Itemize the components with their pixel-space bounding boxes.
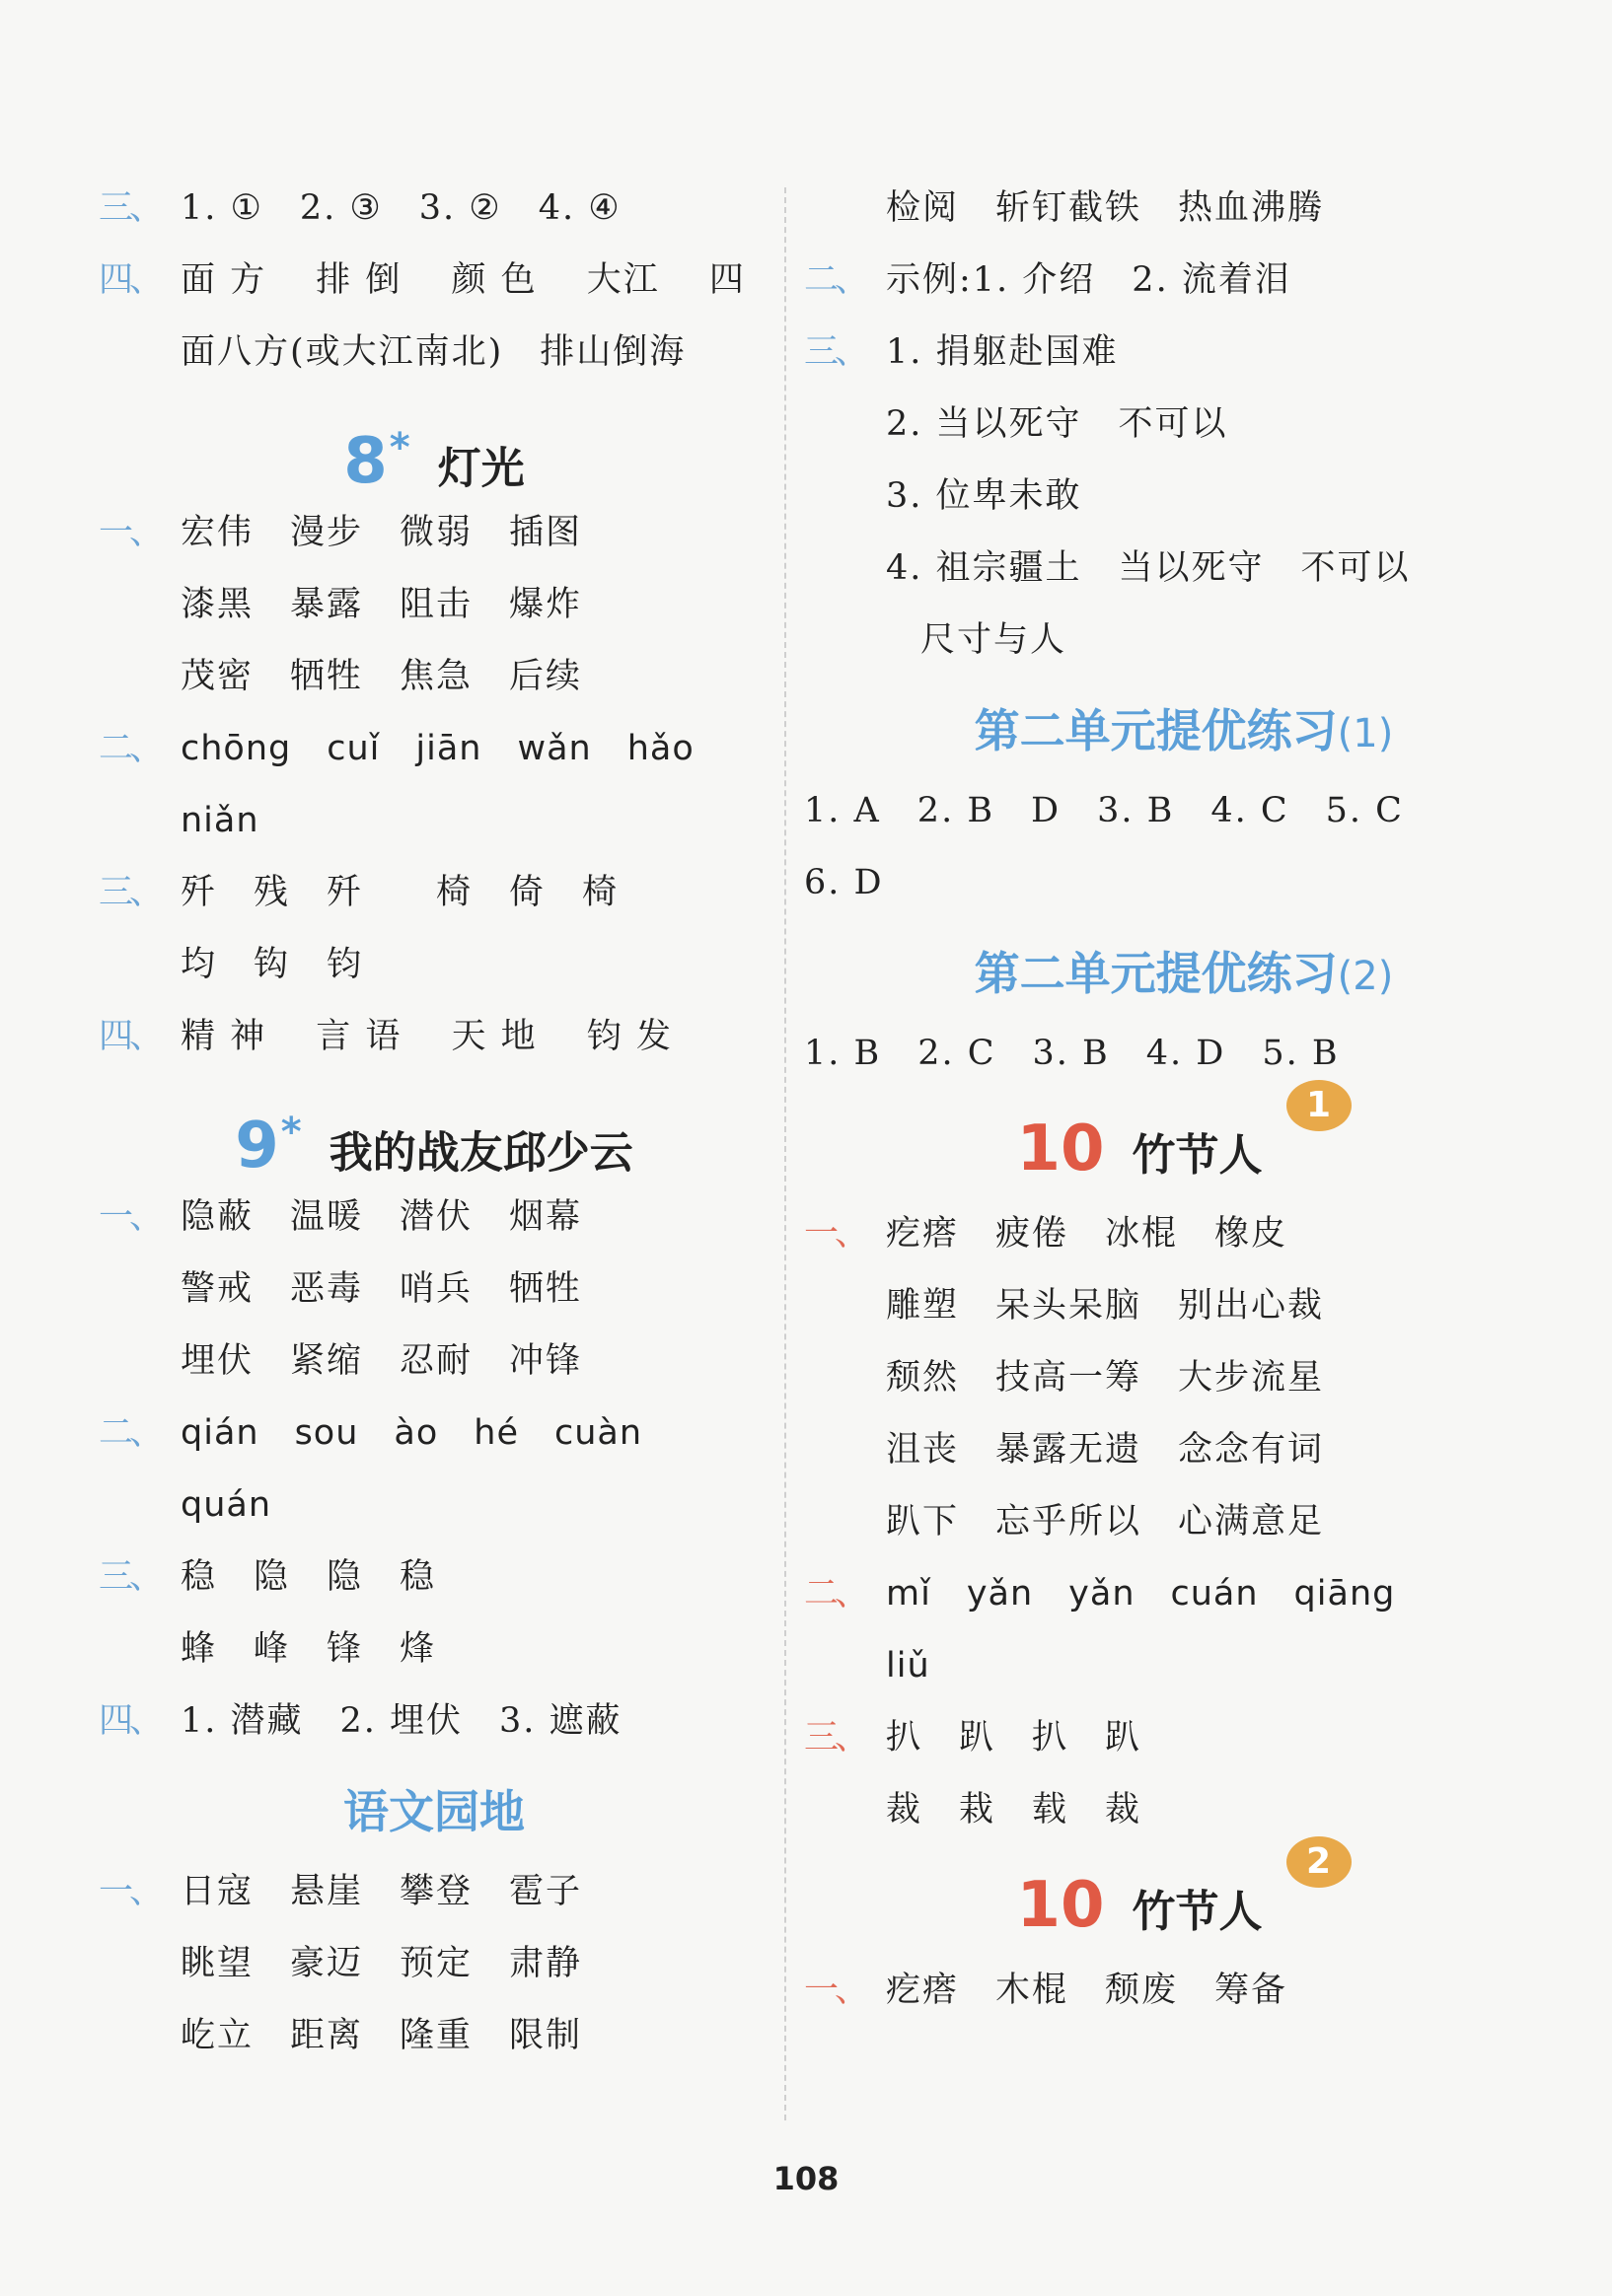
answer-line xyxy=(804,1630,1564,1702)
answer-text: 埋伏 紧缩 忍耐 冲锋 xyxy=(181,1341,583,1381)
answer-text: 精 神 言 语 天 地 钧 发 xyxy=(181,1017,673,1056)
answer-text: liǔ xyxy=(886,1646,930,1686)
answer-text: 扒 趴 扒 趴 xyxy=(886,1718,1142,1758)
answer-text: 警戒 恶毒 哨兵 牺牲 xyxy=(181,1269,583,1309)
section-title-text: 语文园地 xyxy=(343,1785,525,1838)
answer-line xyxy=(99,1398,769,1470)
answer-line xyxy=(804,1774,1564,1846)
section-title xyxy=(804,919,1564,1018)
answer-line xyxy=(804,389,1564,461)
answer-text: 漆黑 暴露 阻击 爆炸 xyxy=(181,585,583,624)
answer-line xyxy=(99,1470,769,1542)
answer-text: 6. D xyxy=(804,863,884,902)
section-title-text: 第二单元提优练习 xyxy=(974,704,1338,757)
answer-line xyxy=(99,929,769,1001)
answer-text: 眺望 豪迈 预定 肃静 xyxy=(181,1944,583,1983)
answer-line xyxy=(804,461,1564,533)
section-title xyxy=(804,677,1564,775)
answer-text: 沮丧 暴露无遗 念念有词 xyxy=(886,1430,1325,1470)
answer-text: 示例:1. 介绍 2. 流着泪 xyxy=(886,260,1291,300)
answer-line xyxy=(99,713,769,785)
question-marker: 二、 xyxy=(99,1413,161,1453)
answer-text: 歼 残 歼 椅 倚 椅 xyxy=(181,873,620,912)
answer-line xyxy=(804,1342,1564,1414)
answer-line xyxy=(99,569,769,641)
section-subtitle: (1) xyxy=(1337,711,1394,756)
question-marker: 三、 xyxy=(99,873,161,912)
lesson-name: 我的战友邱少云 xyxy=(329,1127,633,1179)
answer-text: 疙瘩 疲倦 冰棍 橡皮 xyxy=(886,1214,1288,1254)
answer-text: 屹立 距离 隆重 限制 xyxy=(181,2016,583,2055)
column-divider xyxy=(784,187,786,2120)
answer-text: 尺寸与人 xyxy=(920,620,1067,660)
answer-text: quán xyxy=(181,1485,272,1525)
question-marker: 二、 xyxy=(99,729,161,768)
answer-text: 日寇 悬崖 攀登 雹子 xyxy=(181,1872,583,1911)
question-marker: 四、 xyxy=(99,1701,161,1741)
lesson-name: 灯光 xyxy=(437,443,525,494)
answer-line xyxy=(99,1542,769,1614)
answer-line xyxy=(804,1414,1564,1486)
answer-text: 疙瘩 木棍 颓废 筹备 xyxy=(886,1971,1288,2010)
lesson-number: 8* xyxy=(343,425,410,499)
answer-text: 裁 栽 载 裁 xyxy=(886,1790,1142,1830)
lesson-number: 10 xyxy=(1016,1869,1105,1942)
question-marker: 三、 xyxy=(99,1557,161,1597)
answer-line xyxy=(804,1558,1564,1630)
answer-text: 3. 位卑未敢 xyxy=(886,476,1082,516)
answer-line xyxy=(804,1270,1564,1342)
answer-line xyxy=(99,1928,769,2000)
answer-text: 雕塑 呆头呆脑 别出心裁 xyxy=(886,1286,1325,1326)
question-marker: 一、 xyxy=(99,513,161,552)
answer-line xyxy=(99,1001,769,1073)
lesson-number: 10 xyxy=(1016,1112,1105,1185)
right-column xyxy=(804,173,1564,2027)
question-marker: 三、 xyxy=(804,332,866,372)
answer-line xyxy=(804,317,1564,389)
answer-line xyxy=(804,1955,1564,2027)
answer-text: 1. A 2. B D 3. B 4. C 5. C xyxy=(804,791,1404,830)
answer-text: 1. B 2. C 3. B 4. D 5. B xyxy=(804,1034,1340,1073)
lesson-title xyxy=(804,1841,1564,1955)
question-marker: 一、 xyxy=(99,1197,161,1237)
answer-line xyxy=(804,605,1564,677)
lesson-part-badge: 1 xyxy=(1286,1080,1352,1131)
answer-line xyxy=(99,1182,769,1254)
answer-text: 均 钩 钧 xyxy=(181,945,364,984)
answer-text: 1. 捐躯赴国难 xyxy=(886,332,1119,372)
answer-line xyxy=(99,173,769,245)
answer-line xyxy=(804,847,1564,919)
answer-line xyxy=(804,1486,1564,1558)
question-marker: 一、 xyxy=(99,1872,161,1911)
answer-text: 4. 祖宗疆土 当以死守 不可以 xyxy=(886,548,1411,588)
answer-line xyxy=(99,857,769,929)
page-number: 108 xyxy=(772,2160,840,2197)
answer-text: 1. 潜藏 2. 埋伏 3. 遮蔽 xyxy=(181,1701,623,1741)
answer-line xyxy=(99,245,769,317)
answer-line xyxy=(99,1254,769,1326)
answer-line xyxy=(804,173,1564,245)
question-marker: 一、 xyxy=(804,1214,866,1254)
answer-text: chōng cuǐ jiān wǎn hǎo xyxy=(181,729,695,768)
answer-line xyxy=(804,245,1564,317)
answer-line xyxy=(99,497,769,569)
answer-line xyxy=(804,1702,1564,1774)
answer-text: 检阅 斩钉截铁 热血沸腾 xyxy=(886,188,1325,228)
lesson-name: 竹节人 xyxy=(1132,1887,1263,1937)
lesson-name: 竹节人 xyxy=(1132,1130,1263,1181)
answer-line xyxy=(99,641,769,713)
question-marker: 二、 xyxy=(804,1574,866,1614)
lesson-title xyxy=(804,1085,1564,1198)
lesson-part-badge: 2 xyxy=(1286,1836,1352,1888)
answer-text: 趴下 忘乎所以 心满意足 xyxy=(886,1502,1325,1542)
section-subtitle: (2) xyxy=(1337,954,1394,999)
answer-line xyxy=(99,1614,769,1686)
section-title xyxy=(99,1758,769,1856)
answer-line xyxy=(99,1856,769,1928)
answer-text: 1. ① 2. ③ 3. ② 4. ④ xyxy=(181,188,622,228)
lesson-title xyxy=(99,389,769,497)
question-marker: 四、 xyxy=(99,1017,161,1056)
answer-line xyxy=(804,775,1564,847)
answer-text: 稳 隐 隐 稳 xyxy=(181,1557,437,1597)
section-title-text: 第二单元提优练习 xyxy=(974,947,1338,1000)
answer-line xyxy=(99,2000,769,2072)
answer-line xyxy=(99,1326,769,1398)
answer-text: mǐ yǎn yǎn cuán qiāng xyxy=(886,1574,1396,1614)
answer-line xyxy=(99,317,769,389)
answer-text: 面八方(或大江南北) 排山倒海 xyxy=(181,332,687,372)
star-mark: * xyxy=(280,1110,302,1155)
question-marker: 一、 xyxy=(804,1971,866,2010)
question-marker: 二、 xyxy=(804,260,866,300)
answer-text: 隐蔽 温暖 潜伏 烟幕 xyxy=(181,1197,583,1237)
question-marker: 四、 xyxy=(99,260,161,300)
answer-text: 颓然 技高一筹 大步流星 xyxy=(886,1358,1325,1398)
answer-text: qián sou ào hé cuàn xyxy=(181,1413,643,1453)
answer-text: 2. 当以死守 不可以 xyxy=(886,404,1228,444)
left-column xyxy=(99,173,769,2072)
answer-text: 蜂 峰 锋 烽 xyxy=(181,1629,437,1669)
lesson-number: 9* xyxy=(235,1110,302,1184)
answer-text: 茂密 牺牲 焦急 后续 xyxy=(181,657,583,696)
lesson-title xyxy=(99,1073,769,1182)
star-mark: * xyxy=(389,425,410,470)
answer-line xyxy=(99,1686,769,1758)
answer-line xyxy=(99,785,769,857)
answer-text: 宏伟 漫步 微弱 插图 xyxy=(181,513,583,552)
answer-text: 面 方 排 倒 颜 色 大江 四 xyxy=(181,260,746,300)
answer-line xyxy=(804,1018,1564,1090)
answer-text: niǎn xyxy=(181,801,259,840)
answer-line xyxy=(804,533,1564,605)
question-marker: 三、 xyxy=(804,1718,866,1758)
question-marker: 三、 xyxy=(99,188,161,228)
answer-line xyxy=(804,1198,1564,1270)
